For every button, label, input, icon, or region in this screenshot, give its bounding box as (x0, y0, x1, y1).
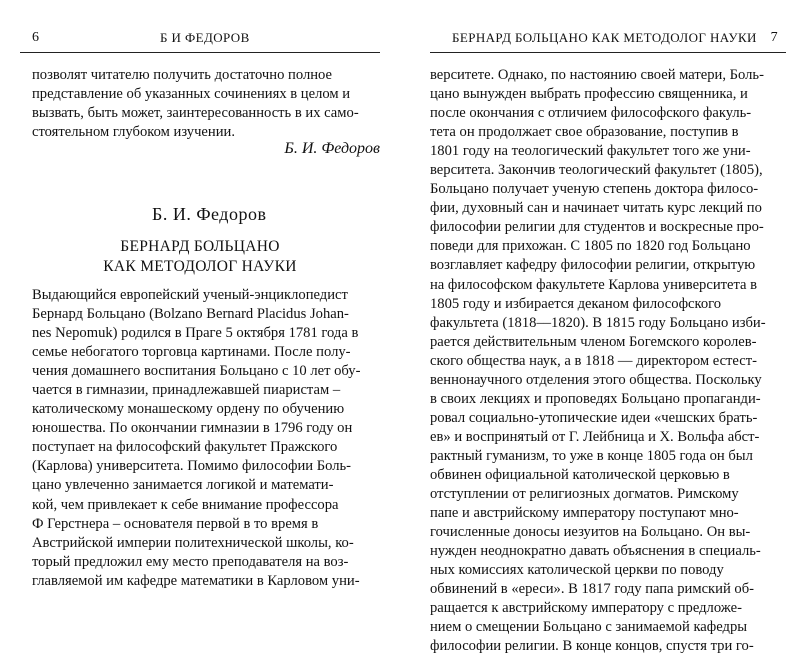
preface-closing-text: позволят читателю получить достаточно полное представление об указанных сочинениях в целом и вызвать, быть может, заинтересованность в их само- стоятельном глубоком изучении. (32, 67, 359, 141)
right-running-head (430, 30, 786, 53)
article-title-line-2: КАК МЕТОДОЛОГ НАУКИ (103, 258, 297, 275)
article-title (20, 237, 380, 277)
preface-signature: Б. И. Федоров (284, 140, 380, 157)
right-main-text: верситете. Однако, по настоянию своей матери, Боль- цано вынужден выбрать профессию священника, и после окончания с отличием философского факуль- тета он продолжает свое образование, поступив в 1801 году на теологический факультет того же уни- верситета. Закончив теологический факультет (1805), Больцано получает ученую степень доктора филосо- фии, духовный сан и начинает читать курс лекций по философии религии для студентов и воскресные про- поведи для прихожан. С 1805 по 1820 год Больцано возглавляет кафедру философии религии, открытую на философском факультете Карлова университета в 1805 году и избирается деканом философского факультета (1818––1820). В 1815 году Больцано изби- рается действительным членом Богемского королев- ского общества наук, а в 1818 — директором естест- веннонаучного отделения этого общества. Поскольку в своих лекциях и проповедях Больцано пропаганди- ровал социально-утопические идеи «чешских брать- ев» и воспринятый от Г. Лейбница и Х. Вольфа абст- рактный гуманизм, то уже в конце 1805 года он был обвинен официальной католической церковью в отступлении от религиозных догматов. Римскому папе и австрийскому императору поступают мно- гочисленные доносы иезуитов на Больцано. Он вы- нужден неоднократно давать объяснения в специаль- ных комиссиях католической церкви по поводу обвинений в «ереси». В 1817 году папа римский об- ращается к австрийскому императору с предложе- нием о смещении Больцано с занимаемой кафедры философии религии. В конце концов, спустя три го- (430, 67, 766, 655)
left-main-text: Выдающийся европейский ученый-энциклопедист Бернард Больцано (Bolzano Bernard Placidus Johan- nes Nepomuk) родился в Праге 5 октября 1781 года в семье небогатого торговца картинами. После полу- чения домашнего воспитания Больцано с 10 лет обу- чается в гимназии, принадлежавшей пиаристам – католическому монашескому ордену по обучению юношества. По окончании гимназии в 1796 году он поступает на философский факультет Пражского (Карлова) университета. Помимо философии Боль- цано увлеченно занимается логикой и математи- кой, чем привлекает к себе внимание профессора Ф Герстнера – основателя первой в то время в Австрийской империи политехнической школы, ко- торый предложил ему место преподавателя на воз- главляемой им кафедре математики в Карловом уни- (32, 287, 361, 589)
article-title-line-1: БЕРНАРД БОЛЬЦАНО (120, 238, 280, 255)
left-page-number: 6 (32, 30, 40, 45)
left-page (20, 0, 380, 608)
right-running-head-title: БЕРНАРД БОЛЬЦАНО КАК МЕТОДОЛОГ НАУКИ (452, 30, 757, 45)
left-running-head-title: Б И ФЕДОРОВ (160, 30, 250, 45)
right-page (430, 0, 786, 655)
article-author: Б. И. Федоров (152, 204, 267, 224)
left-running-head (20, 30, 380, 53)
right-page-number: 7 (770, 30, 778, 45)
